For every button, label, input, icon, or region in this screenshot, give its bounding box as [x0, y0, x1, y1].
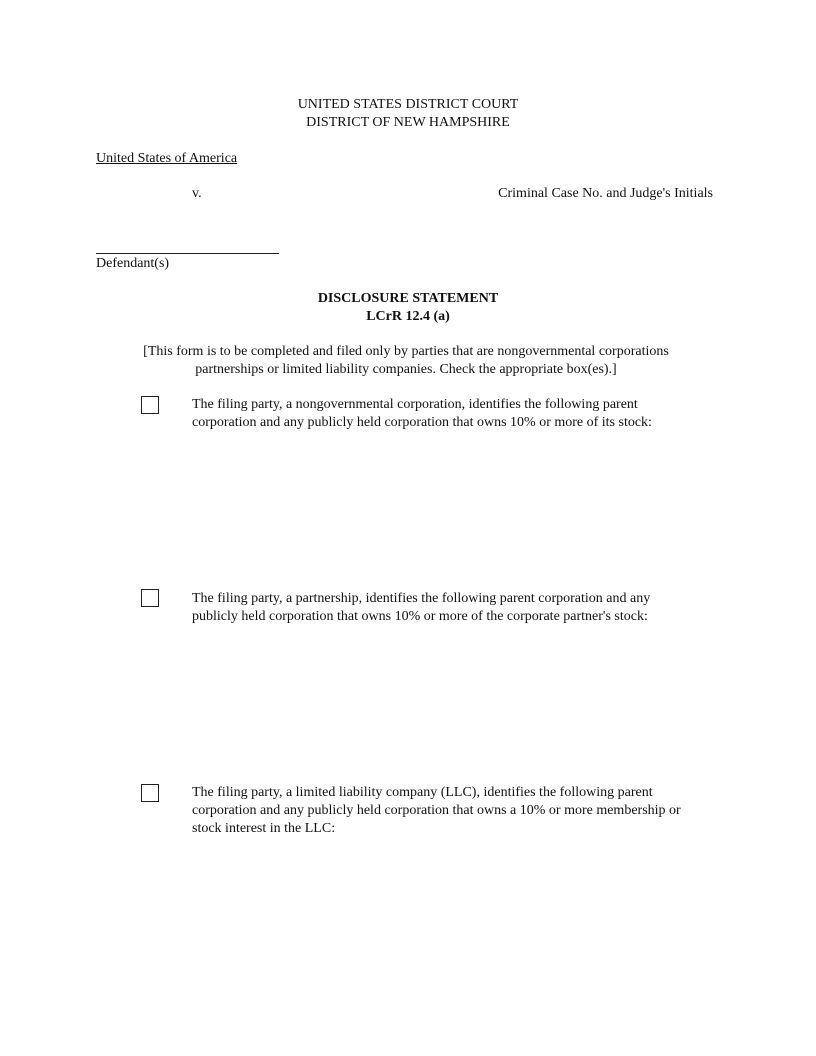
- instructions-line-2: partnerships or limited liability companies. Check the appropriate box(es).]: [195, 362, 617, 377]
- rule-reference: LCrR 12.4 (a): [366, 309, 450, 324]
- llc-checkbox[interactable]: [141, 784, 159, 802]
- court-name: UNITED STATES DISTRICT COURT: [297, 97, 519, 112]
- corporation-checkbox[interactable]: [141, 396, 159, 414]
- defendant-name-line[interactable]: [96, 253, 279, 254]
- instructions-line-1: [This form is to be completed and filed only by parties that are nongovernmental corporations: [143, 344, 669, 359]
- option-line: publicly held corporation that owns 10% or more of the corporate partner's stock:: [192, 609, 648, 624]
- option-line: The filing party, a nongovernmental corporation, identifies the following parent: [192, 397, 638, 412]
- partnership-checkbox[interactable]: [141, 589, 159, 607]
- option-line: The filing party, a limited liability company (LLC), identifies the following parent: [192, 785, 653, 800]
- document-title: DISCLOSURE STATEMENT: [317, 291, 499, 306]
- option-line: The filing party, a partnership, identifies the following parent corporation and any: [192, 591, 651, 606]
- option-line: corporation and any publicly held corporation that owns a 10% or more membership or: [192, 803, 681, 818]
- partnership-option-text: [192, 590, 732, 626]
- llc-option-text: [192, 784, 732, 838]
- versus-label: v.: [192, 186, 202, 201]
- option-line: stock interest in the LLC:: [192, 821, 336, 836]
- plaintiff-name: United States of America: [96, 151, 238, 166]
- district-name: DISTRICT OF NEW HAMPSHIRE: [306, 115, 510, 130]
- option-line: corporation and any publicly held corporation that owns 10% or more of its stock:: [192, 415, 652, 430]
- corporation-option-text: [192, 396, 732, 432]
- case-number-label: Criminal Case No. and Judge's Initials: [498, 186, 713, 201]
- defendant-label: Defendant(s): [96, 256, 170, 271]
